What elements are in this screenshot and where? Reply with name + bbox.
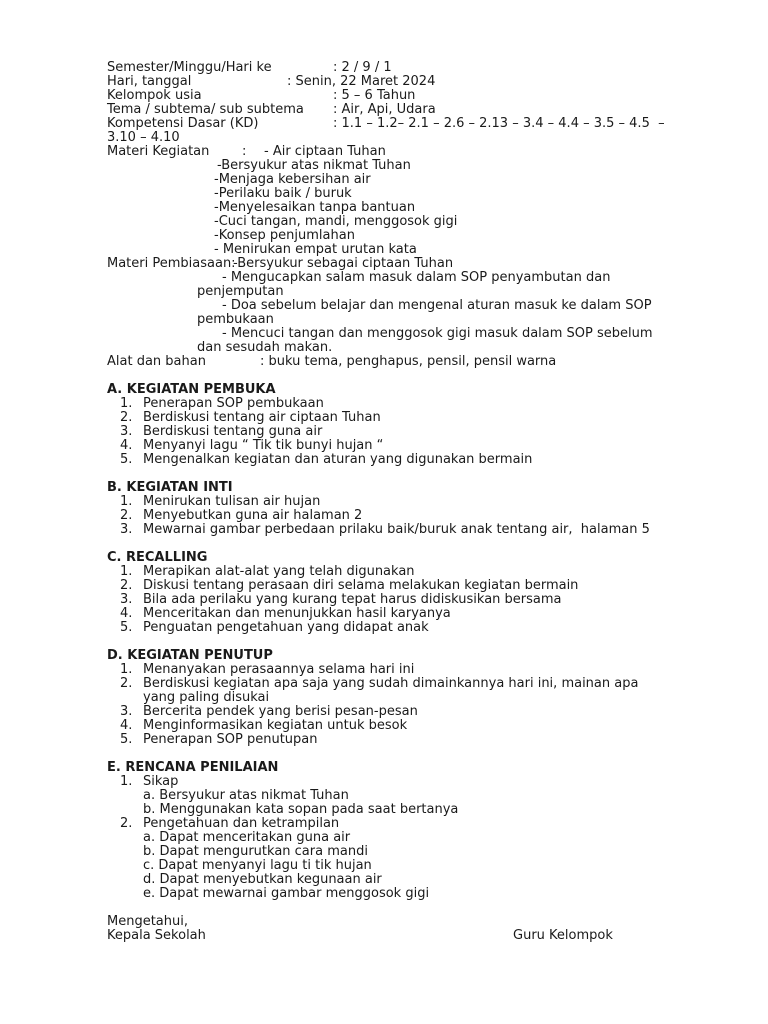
- list-number: 3.: [120, 592, 133, 607]
- materi-kegiatan-item: -Perilaku baik / buruk: [214, 186, 352, 201]
- materi-pembiasaan-item: - Doa sebelum belajar dan mengenal aturan masuk ke dalam SOP: [222, 298, 652, 313]
- tanggal-value: : Senin, 22 Maret 2024: [287, 74, 436, 89]
- list-item: Mengenalkan kegiatan dan aturan yang digunakan bermain: [143, 452, 533, 467]
- materi-kegiatan-item: - Menirukan empat urutan kata: [214, 242, 417, 257]
- list-number: 5.: [120, 452, 133, 467]
- pengetahuan-item: a. Dapat menceritakan guna air: [143, 830, 351, 845]
- list-item: Menanyakan perasaannya selama hari ini: [143, 662, 415, 677]
- list-item: Bercerita pendek yang berisi pesan-pesan: [143, 704, 418, 719]
- list-item: Menyanyi lagu “ Tik tik bunyi hujan “: [143, 438, 384, 453]
- kd-value-cont: 3.10 – 4.10: [107, 130, 180, 145]
- materi-kegiatan-item: -Menyelesaikan tanpa bantuan: [214, 200, 416, 215]
- alat-label: Alat dan bahan: [107, 354, 206, 369]
- list-number: 3.: [120, 522, 133, 537]
- materi-pembiasaan-item-cont: penjemputan: [197, 284, 284, 299]
- list-number: 1.: [120, 662, 133, 677]
- list-number: 1.: [120, 774, 133, 789]
- section-e-title: E. RENCANA PENILAIAN: [107, 760, 279, 775]
- list-item-cont: yang paling disukai: [143, 690, 270, 705]
- materi-pembiasaan-item-cont: dan sesudah makan.: [197, 340, 333, 355]
- sikap-item: b. Menggunakan kata sopan pada saat bertanya: [143, 802, 459, 817]
- list-number: 3.: [120, 424, 133, 439]
- list-item: Menginformasikan kegiatan untuk besok: [143, 718, 408, 733]
- list-number: 2.: [120, 508, 133, 523]
- materi-kegiatan-item: - Air ciptaan Tuhan: [264, 144, 386, 159]
- list-number: 2.: [120, 676, 133, 691]
- kelompok-value: : 5 – 6 Tahun: [333, 88, 416, 103]
- list-item: Menirukan tulisan air hujan: [143, 494, 321, 509]
- list-item: Menyebutkan guna air halaman 2: [143, 508, 363, 523]
- kd-value: : 1.1 – 1.2– 2.1 – 2.6 – 2.13 – 3.4 – 4.4 – 3.5 – 4.5 –: [333, 116, 665, 131]
- section-d-title: D. KEGIATAN PENUTUP: [107, 648, 273, 663]
- pengetahuan-item: e. Dapat mewarnai gambar menggosok gigi: [143, 886, 430, 901]
- list-number: 5.: [120, 732, 133, 747]
- tanggal-label: Hari, tanggal: [107, 74, 192, 89]
- list-item: Diskusi tentang perasaan diri selama melakukan kegiatan bermain: [143, 578, 579, 593]
- materi-kegiatan-item: -Bersyukur atas nikmat Tuhan: [217, 158, 411, 173]
- materi-pembiasaan-item-cont: pembukaan: [197, 312, 274, 327]
- list-number: 4.: [120, 606, 133, 621]
- list-number: 4.: [120, 718, 133, 733]
- list-number: 3.: [120, 704, 133, 719]
- section-c-title: C. RECALLING: [107, 550, 208, 565]
- guru-kelompok-text: Guru Kelompok: [513, 928, 613, 943]
- pengetahuan-label: Pengetahuan dan ketrampilan: [143, 816, 340, 831]
- list-number: 4.: [120, 438, 133, 453]
- list-number: 1.: [120, 494, 133, 509]
- pengetahuan-item: d. Dapat menyebutkan kegunaan air: [143, 872, 382, 887]
- list-item: Berdiskusi tentang guna air: [143, 424, 323, 439]
- alat-value: : buku tema, penghapus, pensil, pensil warna: [260, 354, 557, 369]
- materi-kegiatan-item: -Cuci tangan, mandi, menggosok gigi: [214, 214, 458, 229]
- kepala-sekolah-text: Kepala Sekolah: [107, 928, 206, 943]
- materi-pembiasaan-item: - Mengucapkan salam masuk dalam SOP penyambutan dan: [222, 270, 611, 285]
- list-item: Menceritakan dan menunjukkan hasil karyanya: [143, 606, 451, 621]
- sikap-item: a. Bersyukur atas nikmat Tuhan: [143, 788, 349, 803]
- list-item: Berdiskusi tentang air ciptaan Tuhan: [143, 410, 381, 425]
- pengetahuan-item: c. Dapat menyanyi lagu ti tik hujan: [143, 858, 372, 873]
- semester-label: Semester/Minggu/Hari ke: [107, 60, 272, 75]
- mengetahui-text: Mengetahui,: [107, 914, 188, 929]
- tema-value: : Air, Api, Udara: [333, 102, 436, 117]
- materi-pembiasaan-first: -Bersyukur sebagai ciptaan Tuhan: [233, 256, 454, 271]
- list-number: 2.: [120, 578, 133, 593]
- materi-pembiasaan-label: Materi Pembiasaan:: [107, 256, 236, 271]
- list-item: Penguatan pengetahuan yang didapat anak: [143, 620, 429, 635]
- materi-kegiatan-item: -Menjaga kebersihan air: [214, 172, 371, 187]
- section-a-title: A. KEGIATAN PEMBUKA: [107, 382, 276, 397]
- list-number: 2.: [120, 816, 133, 831]
- list-item: Merapikan alat-alat yang telah digunakan: [143, 564, 415, 579]
- list-item: Bila ada perilaku yang kurang tepat harus didiskusikan bersama: [143, 592, 562, 607]
- kd-label: Kompetensi Dasar (KD): [107, 116, 259, 131]
- semester-value: : 2 / 9 / 1: [333, 60, 392, 75]
- list-number: 5.: [120, 620, 133, 635]
- list-number: 1.: [120, 396, 133, 411]
- sikap-label: Sikap: [143, 774, 179, 789]
- list-number: 2.: [120, 410, 133, 425]
- section-b-title: B. KEGIATAN INTI: [107, 480, 233, 495]
- materi-kegiatan-item: -Konsep penjumlahan: [214, 228, 355, 243]
- materi-pembiasaan-item: - Mencuci tangan dan menggosok gigi masuk dalam SOP sebelum: [222, 326, 653, 341]
- materi-kegiatan-label: Materi Kegiatan: [107, 144, 210, 159]
- materi-kegiatan-colon: :: [242, 144, 247, 159]
- list-item: Berdiskusi kegiatan apa saja yang sudah dimainkannya hari ini, mainan apa: [143, 676, 639, 691]
- list-item: Penerapan SOP pembukaan: [143, 396, 324, 411]
- pengetahuan-item: b. Dapat mengurutkan cara mandi: [143, 844, 368, 859]
- kelompok-label: Kelompok usia: [107, 88, 202, 103]
- tema-label: Tema / subtema/ sub subtema: [107, 102, 304, 117]
- list-number: 1.: [120, 564, 133, 579]
- list-item: Mewarnai gambar perbedaan prilaku baik/buruk anak tentang air, halaman 5: [143, 522, 650, 537]
- list-item: Penerapan SOP penutupan: [143, 732, 318, 747]
